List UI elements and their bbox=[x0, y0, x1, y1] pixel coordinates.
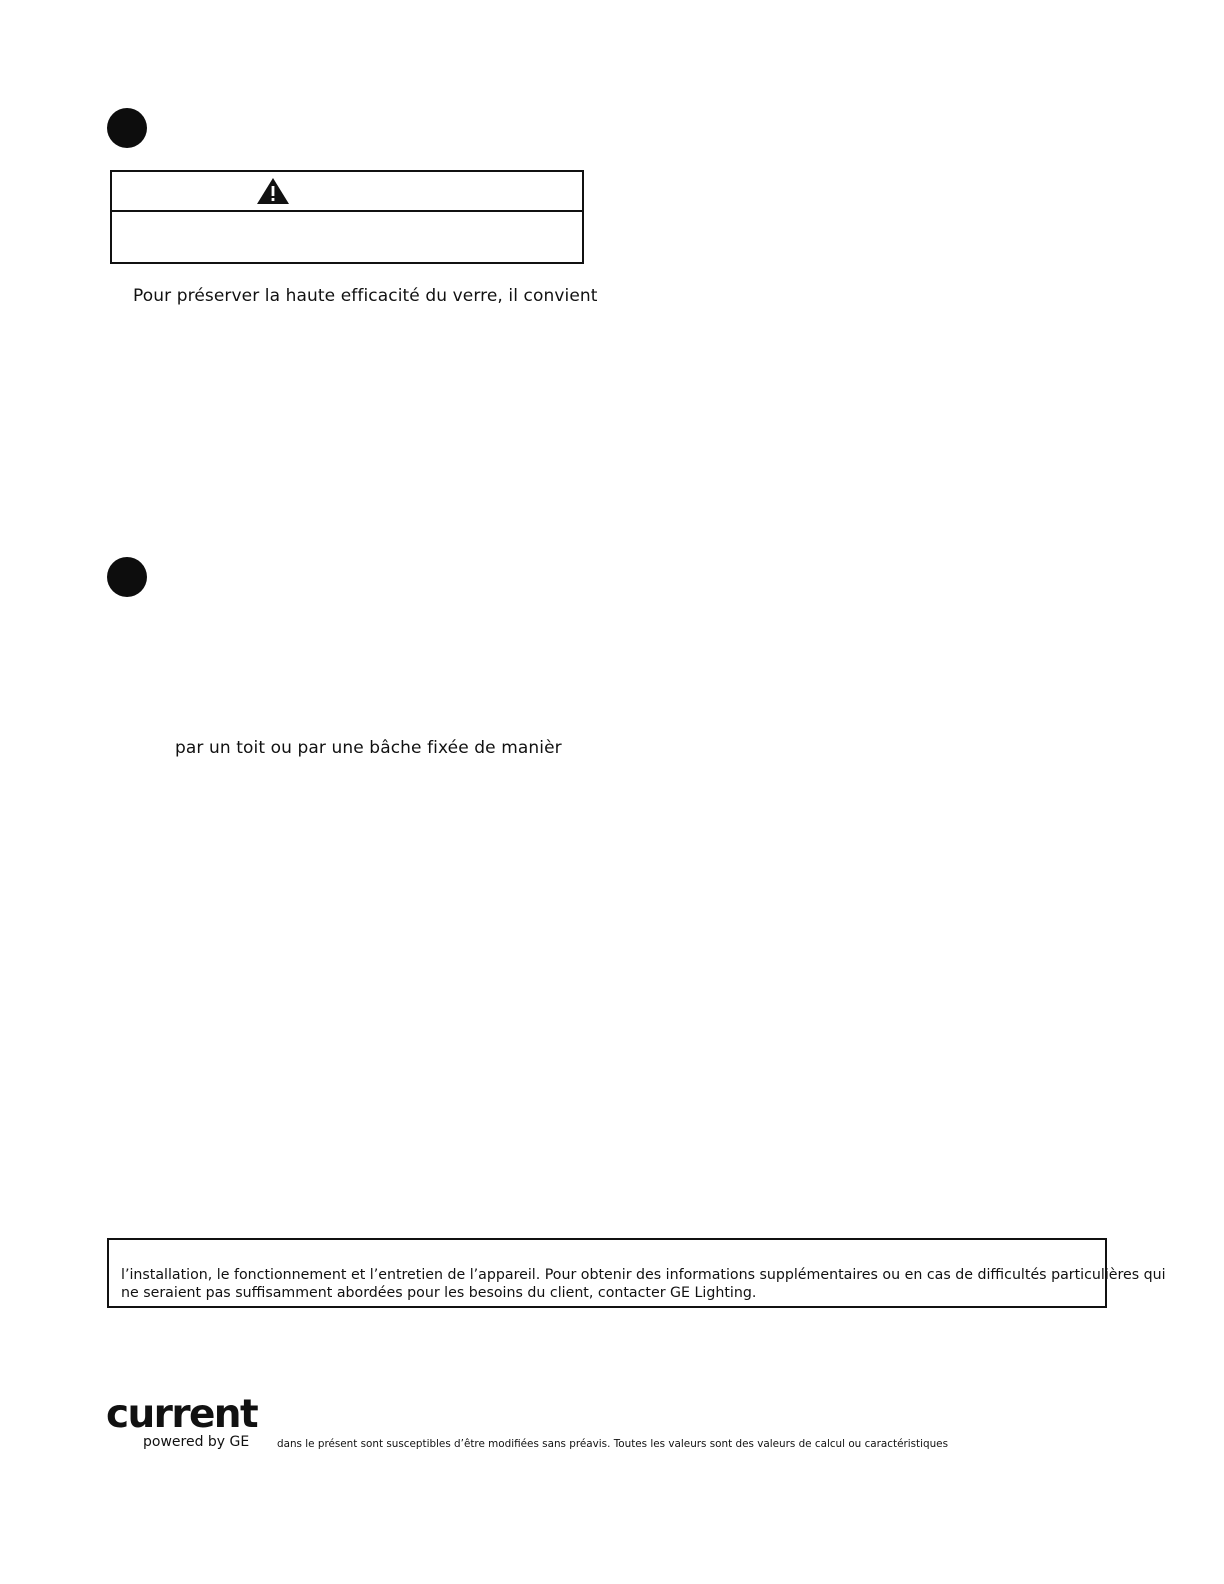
notice-line: ne seraient pas suffisamment abordées pour les besoins du client, contacter GE Lighting. bbox=[121, 1285, 757, 1301]
footer-disclaimer: dans le présent sont susceptibles d’être modifiées sans préavis. Toutes les valeurs sont des valeurs de calcul ou caractéristiques bbox=[277, 1438, 948, 1450]
warning-triangle-icon bbox=[256, 177, 290, 205]
logo-tagline: powered by GE bbox=[143, 1434, 250, 1450]
notice-line: l’installation, le fonctionnement et l’entretien de l’appareil. Pour obtenir des informations supplémentaires ou en cas de difficultés particulières qui bbox=[121, 1267, 1166, 1283]
step-one-text: Pour préserver la haute efficacité du verre, il convient bbox=[133, 286, 598, 306]
step-two-marker bbox=[107, 557, 147, 597]
current-logo bbox=[106, 1392, 258, 1455]
logo-wordmark: current bbox=[106, 1392, 258, 1437]
notice-box bbox=[107, 1238, 1166, 1308]
step-two-text: par un toit ou par une bâche fixée de manièr bbox=[175, 738, 562, 758]
warning-box bbox=[110, 170, 584, 264]
step-one-marker bbox=[107, 108, 147, 148]
warning-header bbox=[112, 172, 582, 212]
